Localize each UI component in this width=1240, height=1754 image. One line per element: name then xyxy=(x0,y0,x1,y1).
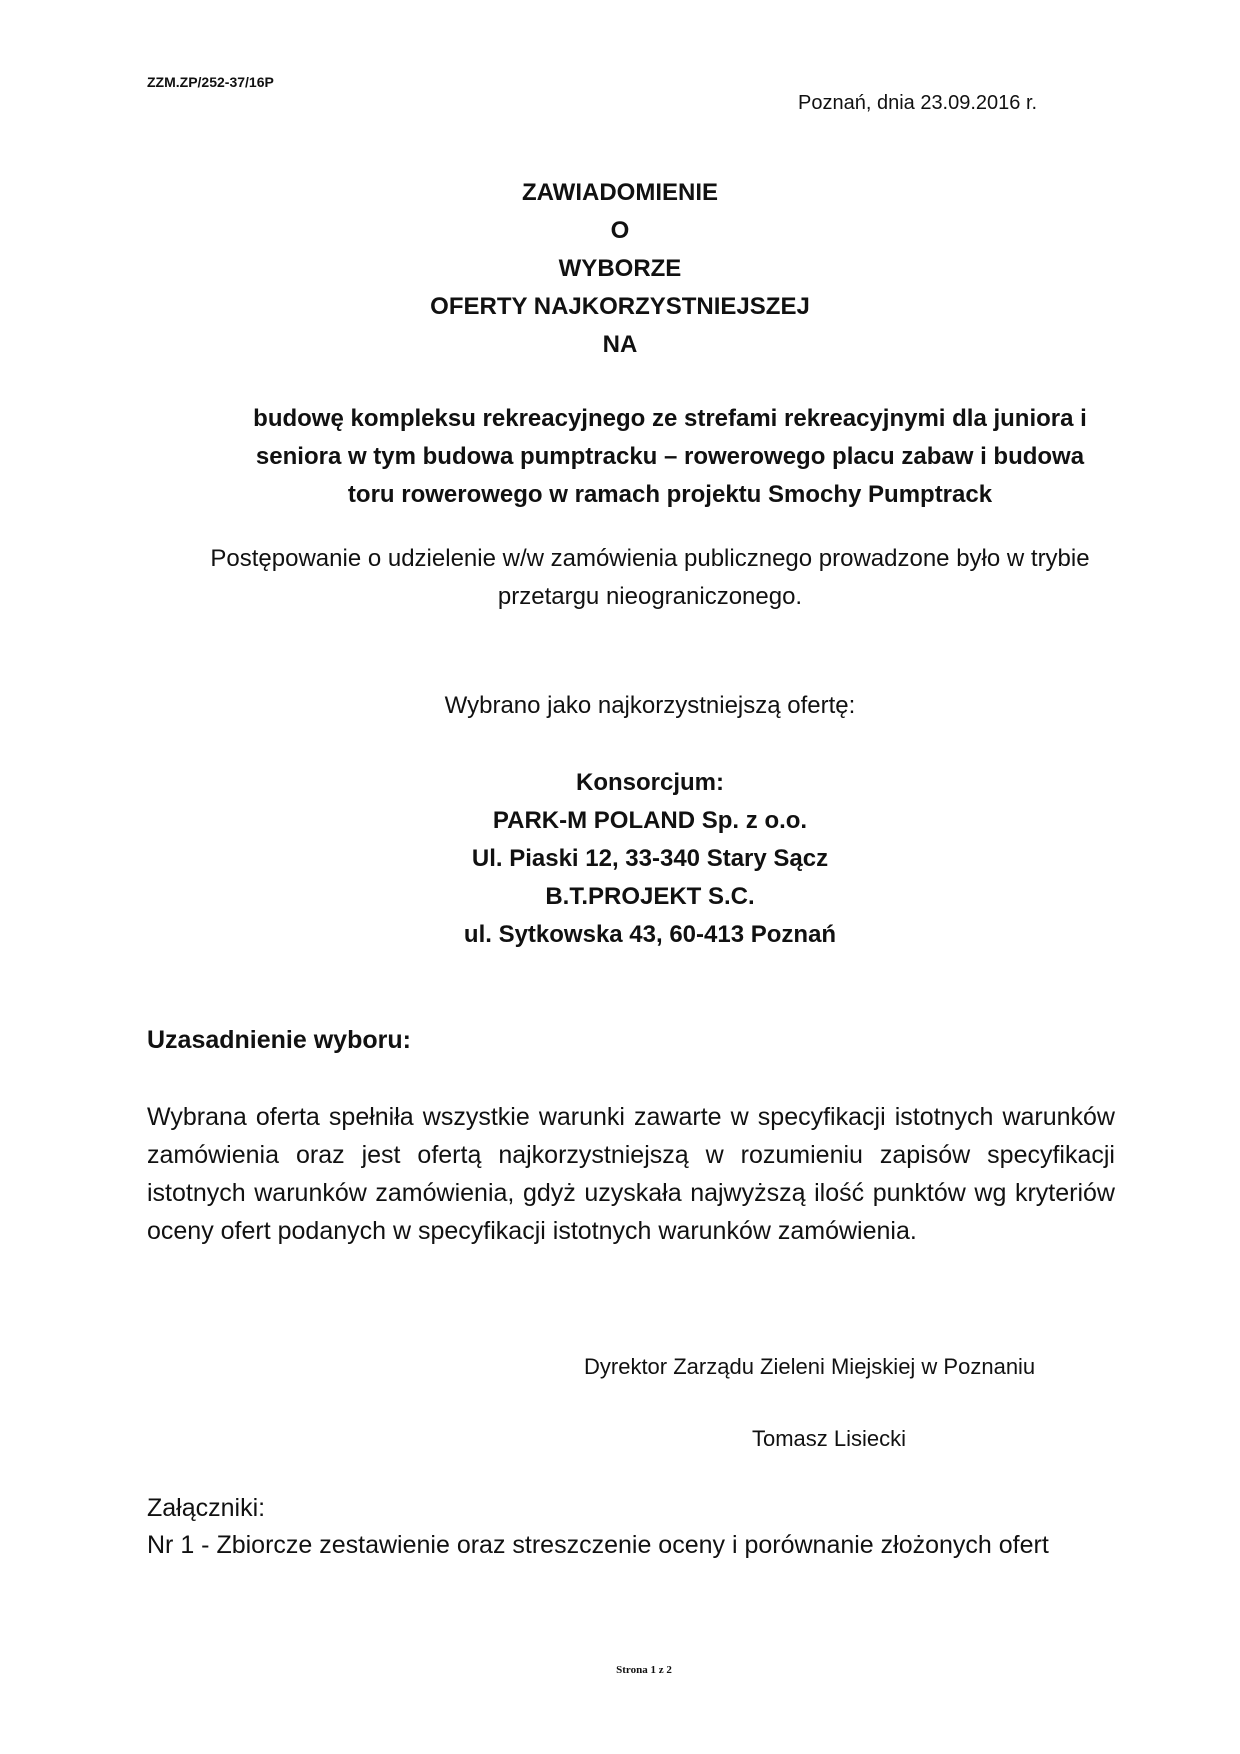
signatory-name: Tomasz Lisiecki xyxy=(752,1426,907,1451)
subject-line: seniora w tym budowa pumptracku – rowerowego placu zabaw i budowa xyxy=(255,443,1085,470)
page-number: Strona 1 z 2 xyxy=(616,1664,672,1676)
justification-text: Wybrana oferta spełniła wszystkie warunki zawarte w specyfikacji istotnych warunków zamówienia oraz jest ofertą najkorzystniejszą w rozumieniu zapisów specyfikacji istotnych warunków zamówienia, gdyż uzyskała najwyższą ilość punktów wg kryteriów oceny ofert podanych w specyfikacji istotnych warunków zamówienia. xyxy=(147,1103,1115,1245)
title-line: ZAWIADOMIENIE xyxy=(522,179,718,206)
procedure-line: przetargu nieograniczonego. xyxy=(497,583,803,610)
attachment-item: Nr 1 - Zbiorcze zestawienie oraz streszczenie oceny i porównanie złożonych ofert xyxy=(147,1531,1049,1559)
contractor-line: Konsorcjum: xyxy=(575,769,724,796)
subject-line: toru rowerowego w ramach projektu Smochy Pumptrack xyxy=(347,481,993,508)
procedure-line: Postępowanie o udzielenie w/w zamówienia publicznego prowadzone było w trybie xyxy=(210,545,1090,572)
signatory-title: Dyrektor Zarządu Zieleni Miejskiej w Poznaniu xyxy=(584,1354,1036,1379)
justification-heading: Uzasadnienie wyboru: xyxy=(147,1026,411,1054)
title-line: WYBORZE xyxy=(558,255,682,282)
title-line: OFERTY NAJKORZYSTNIEJSZEJ xyxy=(430,293,810,320)
place-and-date: Poznań, dnia 23.09.2016 r. xyxy=(798,92,1038,114)
contractor-line: PARK-M POLAND Sp. z o.o. xyxy=(492,807,808,834)
title-line: O xyxy=(610,217,630,244)
subject-line: budowę kompleksu rekreacyjnego ze strefami rekreacyjnymi dla juniora i xyxy=(253,405,1087,432)
attachments-section xyxy=(147,1490,1049,1564)
attachments-heading: Załączniki: xyxy=(147,1494,266,1522)
contract-subject xyxy=(190,400,1150,514)
contractor-line: B.T.PROJEKT S.C. xyxy=(545,883,755,910)
reference-number: ZZM.ZP/252-37/16P xyxy=(147,74,274,90)
selection-label: Wybrano jako najkorzystniejszą ofertę: xyxy=(444,692,856,719)
title-line: NA xyxy=(602,331,638,358)
contractor-line: Ul. Piaski 12, 33-340 Stary Sącz xyxy=(471,845,829,872)
procedure-statement xyxy=(140,540,1160,616)
selected-contractor xyxy=(0,764,1240,954)
document-title xyxy=(0,174,1240,364)
contractor-line: ul. Sytkowska 43, 60-413 Poznań xyxy=(463,921,837,948)
